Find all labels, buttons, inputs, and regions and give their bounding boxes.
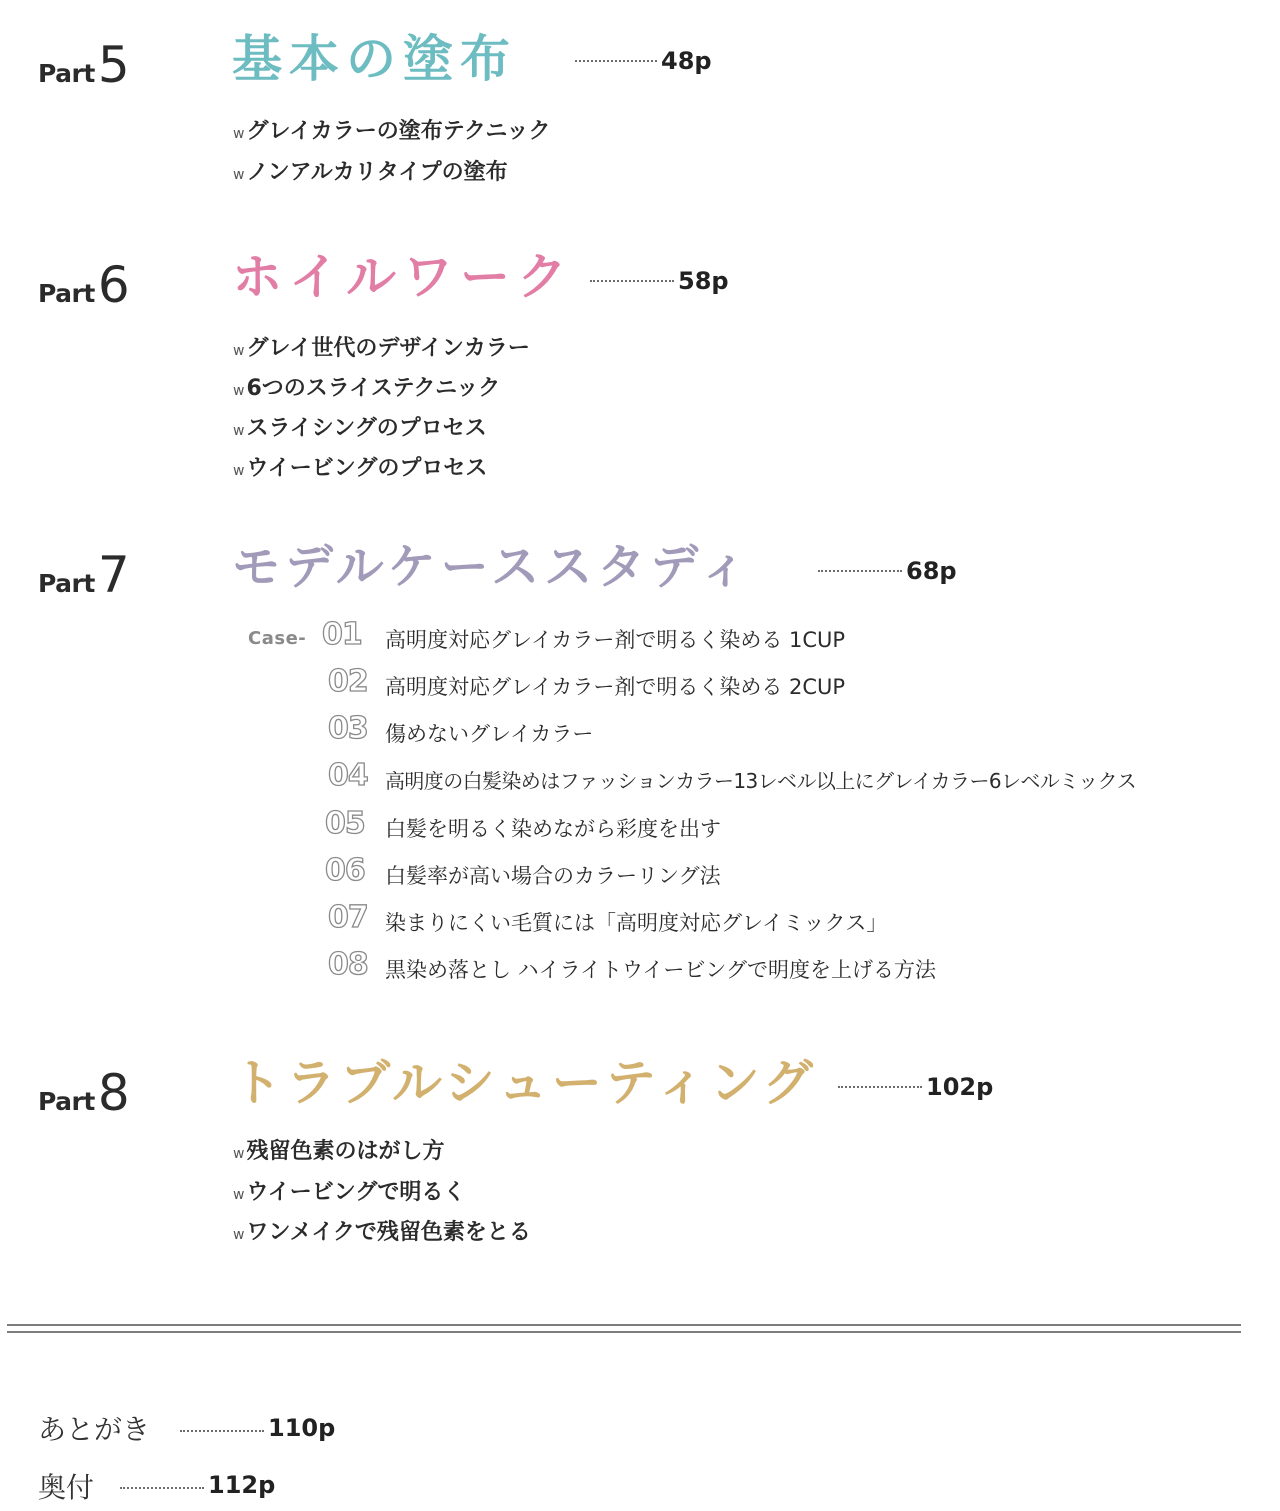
case-number: 05 [325, 806, 365, 841]
case-number: 04 [328, 758, 368, 793]
bullet-mark: w [233, 383, 245, 399]
case-number: 02 [328, 664, 368, 699]
dot-leader [818, 570, 902, 572]
bullet-mark: w [233, 343, 245, 359]
dot-leader [575, 60, 657, 62]
divider [7, 1331, 1241, 1333]
dot-leader [120, 1487, 204, 1489]
bullet-mark: w [233, 423, 245, 439]
list-item[interactable] [233, 411, 487, 442]
list-item[interactable] [233, 114, 551, 145]
page-number[interactable]: 48p [661, 47, 712, 75]
bullet-mark: w [233, 463, 245, 479]
part-number: 8 [97, 1064, 129, 1122]
case-number: 06 [325, 853, 365, 888]
part-label [38, 1064, 129, 1122]
page-number[interactable]: 102p [926, 1073, 994, 1101]
case-number: 07 [328, 900, 368, 935]
part-number: 5 [97, 36, 129, 94]
back-matter-label[interactable]: 奥付 [38, 1471, 95, 1504]
part-word: Part [38, 59, 95, 88]
case-title[interactable]: 白髪を明るく染めながら彩度を出す [385, 817, 721, 841]
page-number[interactable]: 112p [208, 1471, 276, 1499]
part-number: 7 [97, 546, 129, 604]
case-number: 08 [328, 947, 368, 982]
section-title[interactable]: ホイルワーク [232, 248, 574, 306]
list-item-label: ノンアルカリタイプの塗布 [246, 160, 508, 185]
list-item-label: 6つのスライステクニック [246, 376, 501, 401]
case-number: 01 [322, 617, 362, 652]
back-matter-label[interactable]: あとがき [38, 1413, 151, 1446]
dot-leader [838, 1086, 922, 1088]
page-number[interactable]: 68p [906, 557, 957, 585]
list-item-label: グレイ世代のデザインカラー [246, 336, 530, 361]
list-item-label: グレイカラーの塗布テクニック [246, 119, 551, 144]
case-title[interactable]: 染まりにくい毛質には「高明度対応グレイミックス」 [385, 911, 888, 935]
list-item[interactable] [233, 155, 508, 186]
case-title[interactable]: 白髪率が高い場合のカラーリング法 [385, 864, 721, 888]
case-title[interactable]: 高明度の白髪染めはファッションカラー13レベル以上にグレイカラー6レベルミックス [385, 769, 1137, 793]
bullet-mark: w [233, 1227, 245, 1243]
part-label [38, 36, 129, 94]
part-label [38, 546, 129, 604]
bullet-mark: w [233, 1146, 245, 1162]
case-title[interactable]: 高明度対応グレイカラー剤で明るく染める 1CUP [385, 628, 846, 652]
page-number[interactable]: 110p [268, 1414, 336, 1442]
list-item-label: ウイービングで明るく [246, 1180, 466, 1205]
section-title[interactable]: トラブルシューティング [232, 1054, 817, 1112]
page-number[interactable]: 58p [678, 267, 729, 295]
list-item[interactable] [233, 371, 500, 402]
list-item-label: ウイービングのプロセス [246, 456, 488, 481]
part-number: 6 [97, 256, 129, 314]
section-title[interactable]: モデルケーススタディ [232, 539, 753, 595]
divider [7, 1324, 1241, 1326]
list-item-label: 残留色素のはがし方 [246, 1139, 445, 1164]
bullet-mark: w [233, 126, 245, 142]
list-item-label: ワンメイクで残留色素をとる [246, 1220, 531, 1245]
list-item[interactable] [233, 331, 530, 362]
part-word: Part [38, 1087, 95, 1116]
case-number: 03 [328, 711, 368, 746]
part-label [38, 256, 129, 314]
case-title[interactable]: 黒染め落とし ハイライトウイービングで明度を上げる方法 [385, 958, 936, 982]
section-title[interactable]: 基本の塗布 [232, 30, 517, 88]
list-item[interactable] [233, 1134, 444, 1165]
list-item[interactable] [233, 1175, 465, 1206]
dot-leader [590, 280, 674, 282]
case-title[interactable]: 傷めないグレイカラー [385, 722, 594, 746]
dot-leader [180, 1430, 264, 1432]
part-word: Part [38, 279, 95, 308]
case-prefix: Case- [248, 628, 307, 649]
part-word: Part [38, 569, 95, 598]
bullet-mark: w [233, 167, 245, 183]
list-item[interactable] [233, 1215, 531, 1246]
list-item-label: スライシングのプロセス [246, 416, 487, 441]
list-item[interactable] [233, 451, 487, 482]
case-title[interactable]: 高明度対応グレイカラー剤で明るく染める 2CUP [385, 675, 846, 699]
bullet-mark: w [233, 1187, 245, 1203]
